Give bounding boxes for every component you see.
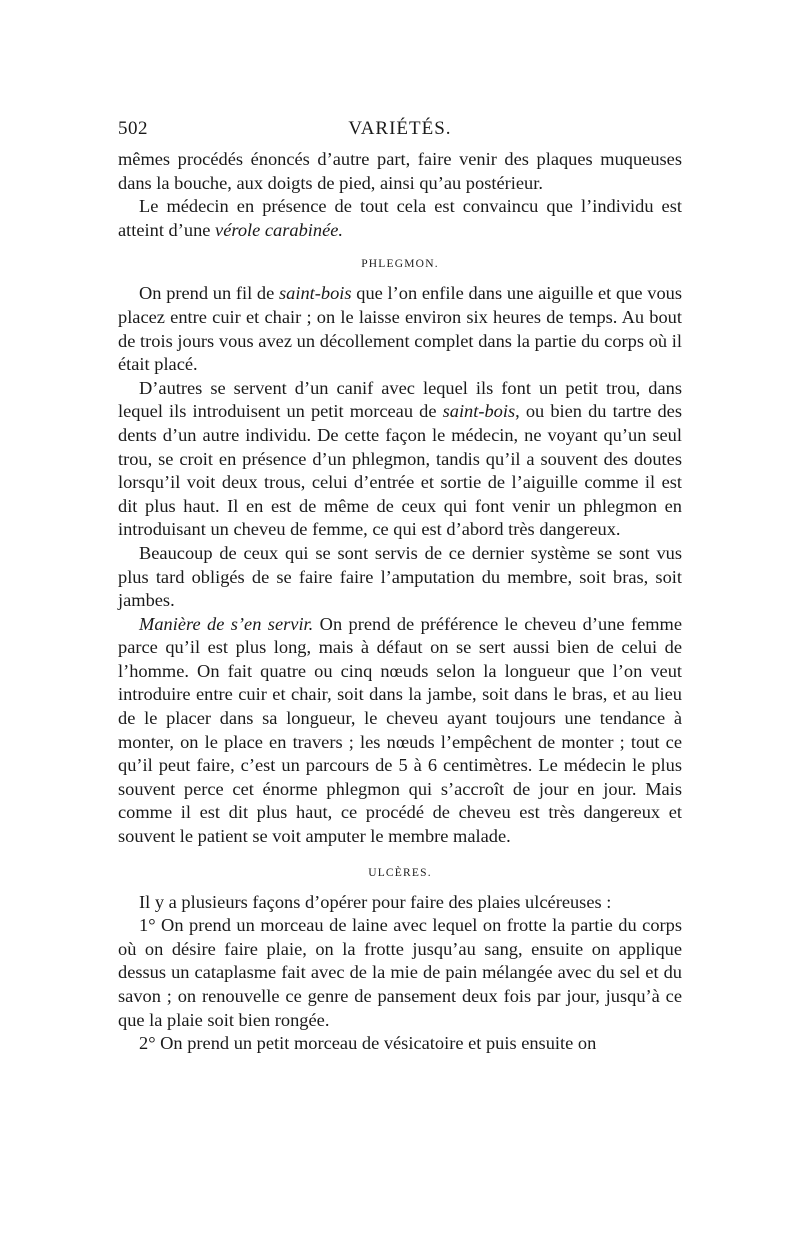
paragraph-continuation: mêmes procédés énoncés d’autre part, faire venir des plaques muqueuses dans la bouche, aux doigts de pied, ainsi qu’au postérieur. bbox=[118, 149, 682, 193]
paragraph-ulcer-intro: Il y a plusieurs façons d’opérer pour faire des plaies ulcéreuses : bbox=[139, 891, 612, 912]
section-heading-ulceres: ULCÈRES. bbox=[368, 866, 432, 879]
paragraph-text: D’autres se servent d’un canif avec lequel ils font un petit trou, dans lequel ils introduisent un petit morceau de bbox=[118, 377, 682, 422]
italic-term: saint-bois bbox=[442, 401, 516, 422]
italic-term: saint-bois bbox=[279, 283, 352, 304]
running-header bbox=[118, 118, 682, 148]
italic-term: vérole carabinée. bbox=[215, 219, 344, 240]
paragraph-diagnosis bbox=[118, 195, 682, 242]
paragraph-maniere-de-sen-servir bbox=[118, 613, 682, 849]
paragraph-text: , ou bien du tartre des dents d’un autre individu. De cette façon le médecin, ne voyant qu’un seul trou, se croit en présence d’un phlegmon, tandis qu’il a souvent des doutes lorsqu’il voit deux trous, celui d’entrée et sortie de l’aiguille comme il est dit plus haut. Il en est de même de ceux qui font venir un phlegmon en introduisant un cheveu de femme, ce qui est d’abord très dangereux. bbox=[118, 401, 682, 540]
paragraph-amputation: Beaucoup de ceux qui se sont servis de ce dernier système se sont vus plus tard obligés de se faire faire l’amputation du membre, soit bras, soit jambes. bbox=[118, 542, 682, 611]
paragraph-ulcer-method-1: 1° On prend un morceau de laine avec lequel on frotte la partie du corps où on désire faire plaie, on la frotte jusqu’au sang, ensuite on applique dessus un cataplasme fait avec de la mie de pain mélangée avec du sel et du savon ; on renouvelle ce genre de pansement deux fois par jour, jusqu’à ce que la plaie soit bien rongée. bbox=[118, 915, 682, 1030]
section-heading-phlegmon: PHLEGMON. bbox=[361, 258, 439, 271]
paragraph-canif-method bbox=[118, 377, 682, 542]
paragraph-text: On prend de préférence le cheveu d’une femme parce qu’il est plus long, mais à défaut on se sert aussi bien de celui de l’homme. On fait quatre ou cinq nœuds selon la longueur que l’on veut introduire entre cuir et chair, soit dans la jambe, soit dans le bras, et au lieu de le placer dans sa longueur, le cheveu ayant toujours une tendance à monter, on le place en travers ; les nœuds l’empêchent de monter ; tout ce qu’il peut faire, c’est un parcours de 5 à 6 centimètres. Le médecin le plus souvent perce cet énorme phlegmon qui s’accroît de jour en jour. Mais comme il est dit plus haut, ce procédé de cheveu est très dangereux et souvent le patient se voit amputer le membre malade. bbox=[118, 613, 683, 847]
paragraph-text: que l’on enfile dans une aiguille et que vous placez entre cuir et chair ; on le laisse environ six heures de temps. Au bout de trois jours vous avez un décollement complet dans la partie du corps où il était placé. bbox=[118, 283, 682, 375]
paragraph-text: On prend un fil de bbox=[139, 283, 279, 304]
italic-subheading: Manière de s’en servir. bbox=[139, 613, 314, 634]
page-number: 502 bbox=[118, 118, 148, 139]
running-title: VARIÉTÉS. bbox=[348, 118, 452, 139]
paragraph-text: Le médecin en présence de tout cela est convaincu que l’individu est atteint d’une bbox=[118, 196, 682, 240]
book-page bbox=[118, 118, 682, 1056]
paragraph-ulcer-method-2: 2° On prend un petit morceau de vésicatoire et puis ensuite on bbox=[139, 1033, 597, 1054]
paragraph-saint-bois-thread bbox=[118, 282, 682, 376]
